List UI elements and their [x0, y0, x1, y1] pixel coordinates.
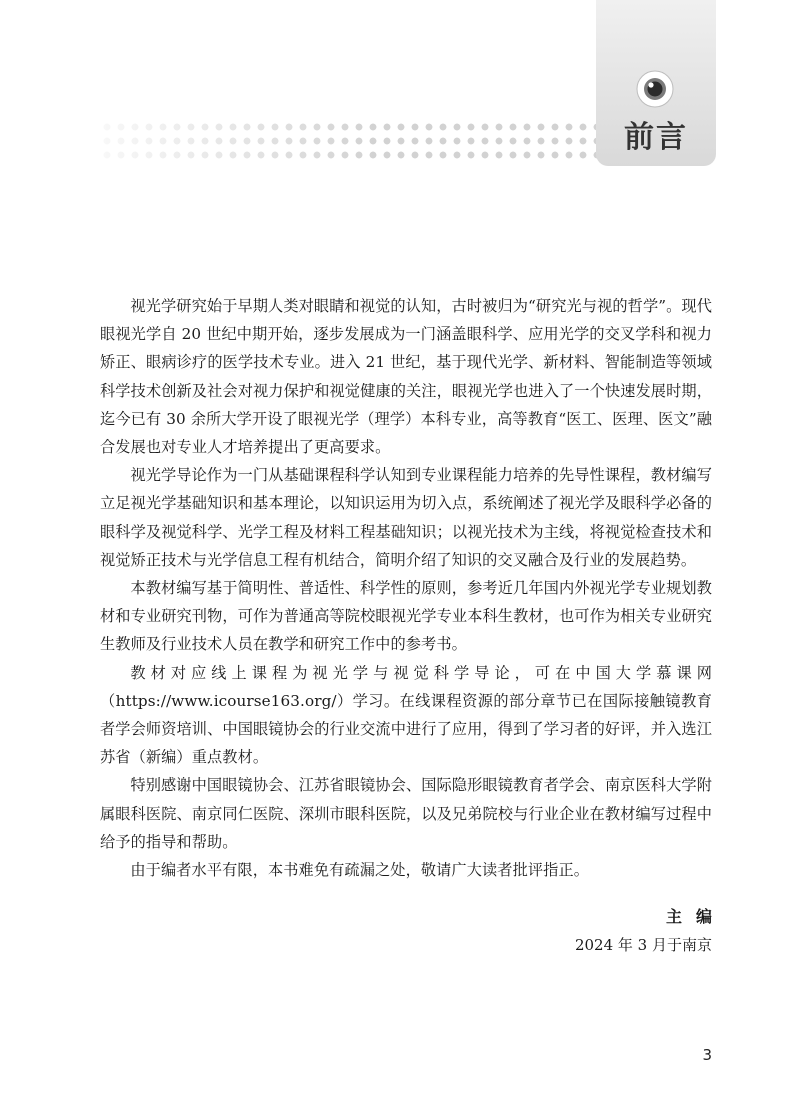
paragraph-5: 特别感谢中国眼镜协会、江苏省眼镜协会、国际隐形眼镜教育者学会、南京医科大学附属眼科医院、南京同仁医院、深圳市眼科医院，以及兄弟院校与行业企业在教材编写过程中给予的指导和帮助。 — [100, 776, 712, 851]
paragraph-1: 视光学研究始于早期人类对眼睛和视觉的认知，古时被归为“研究光与视的哲学”。现代眼视光学自 20 世纪中期开始，逐步发展成为一门涵盖眼科学、应用光学的交叉学科和视力矫正、眼病诊疗的医学技术专业。进入 21 世纪，基于现代光学、新材料、智能制造等领域科学技术创新及社会对视力保护和视觉健康的关注，眼视光学也进入了一个快速发展时期，迄今已有 30 余所大学开设了眼视光学（理学）本科专业，高等教育“医工、医理、医文”融合发展也对专业人才培养提出了更高要求。 — [100, 297, 712, 457]
decorative-dot-band — [100, 120, 600, 164]
paragraph-6: 由于编者水平有限，本书难免有疏漏之处，敬请广大读者批评指正。 — [130, 861, 590, 880]
page-number: 3 — [702, 1046, 712, 1064]
signature-role: 主编 — [665, 907, 726, 926]
paragraph-4: 教材对应线上课程为视光学与视觉科学导论，可在中国大学慕课网（https://www.icourse163.org/）学习。在线课程资源的部分章节已在国际接触镜教育者学会师资培训、中国眼镜协会的行业交流中进行了应用，得到了学习者的好评，并入选江苏省（新编）重点教材。 — [100, 663, 712, 767]
signature-date: 2024 年 3 月于南京 — [574, 936, 712, 954]
chapter-tab — [596, 0, 716, 166]
paragraph-2: 视光学导论作为一门从基础课程科学认知到专业课程能力培养的先导性课程，教材编写立足视光学基础知识和基本理论，以知识运用为切入点，系统阐述了视光学及眼科学必备的眼科学及视觉科学、光学工程及材料工程基础知识；以视光技术为主线，将视觉检查技术和视觉矫正技术与光学信息工程有机结合，简明介绍了知识的交叉融合及行业的发展趋势。 — [100, 466, 712, 569]
page-title: 前言 — [624, 120, 688, 155]
paragraph-3: 本教材编写基于简明性、普适性、科学性的原则，参考近几年国内外视光学专业规划教材和专业研究刊物，可作为普通高等院校眼视光学专业本科生教材，也可作为相关专业研究生教师及行业技术人员在教学和研究工作中的参考书。 — [100, 579, 712, 654]
signature-block — [574, 904, 726, 958]
eye-icon — [636, 70, 674, 108]
preface-body — [100, 292, 712, 884]
